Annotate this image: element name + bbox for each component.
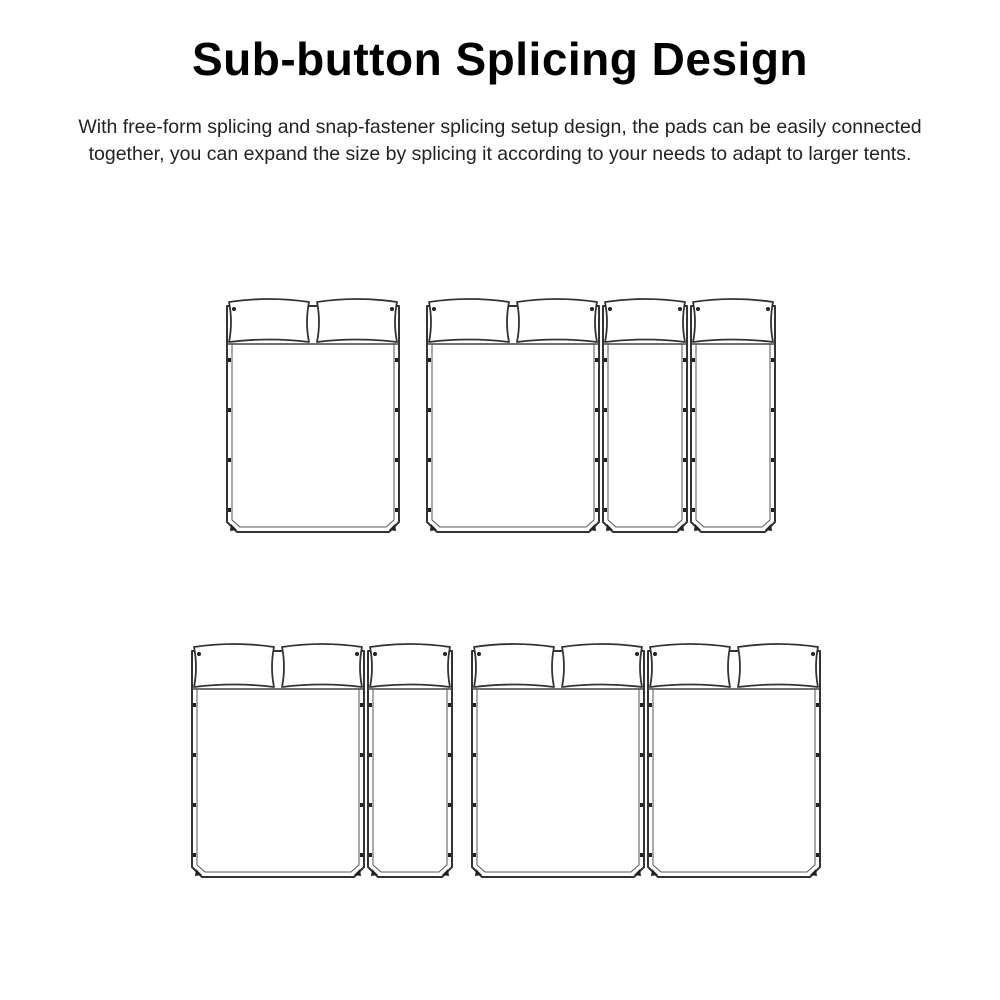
snap-button	[678, 307, 682, 311]
double-pad	[648, 644, 820, 877]
page-title: Sub-button Splicing Design	[191, 33, 809, 85]
snap-button	[635, 652, 639, 656]
pillow	[693, 299, 773, 342]
snap-button	[608, 307, 612, 311]
snap-button	[649, 803, 652, 807]
snap-button	[640, 803, 643, 807]
snap-button	[473, 803, 476, 807]
snap-button	[683, 508, 686, 512]
snap-button	[448, 853, 451, 857]
pillow	[370, 644, 450, 687]
single-pad	[603, 299, 687, 532]
snap-button	[649, 853, 652, 857]
snap-button	[369, 703, 372, 707]
snap-button	[390, 307, 394, 311]
snap-button	[649, 753, 652, 757]
pillow	[282, 644, 362, 687]
snap-button	[683, 358, 686, 362]
snap-button	[595, 358, 598, 362]
snap-button	[590, 307, 594, 311]
snap-button	[448, 703, 451, 707]
snap-button	[360, 703, 363, 707]
pillow	[605, 299, 685, 342]
snap-button	[692, 358, 695, 362]
config-double-single-single	[427, 299, 775, 532]
snap-button	[395, 408, 398, 412]
double-pad	[427, 299, 599, 532]
snap-button	[228, 358, 231, 362]
snap-button	[640, 753, 643, 757]
snap-button	[766, 307, 770, 311]
snap-button	[355, 652, 359, 656]
snap-button	[360, 853, 363, 857]
snap-button	[683, 458, 686, 462]
pillow	[738, 644, 818, 687]
snap-button	[369, 753, 372, 757]
snap-button	[640, 853, 643, 857]
snap-button	[369, 803, 372, 807]
snap-button	[228, 408, 231, 412]
snap-button	[473, 853, 476, 857]
config-double-single	[192, 644, 452, 877]
snap-button	[428, 358, 431, 362]
snap-button	[595, 508, 598, 512]
pillow	[317, 299, 397, 342]
pillow	[562, 644, 642, 687]
snap-button	[649, 703, 652, 707]
snap-button	[771, 458, 774, 462]
snap-button	[771, 358, 774, 362]
snap-button	[360, 803, 363, 807]
pillow	[429, 299, 509, 342]
snap-button	[692, 408, 695, 412]
snap-button	[428, 508, 431, 512]
snap-button	[360, 753, 363, 757]
snap-button	[692, 508, 695, 512]
snap-button	[373, 652, 377, 656]
snap-button	[193, 853, 196, 857]
snap-button	[197, 652, 201, 656]
snap-button	[816, 753, 819, 757]
snap-button	[193, 703, 196, 707]
snap-button	[604, 508, 607, 512]
single-pad	[691, 299, 775, 532]
snap-button	[816, 853, 819, 857]
pillow	[650, 644, 730, 687]
snap-button	[193, 753, 196, 757]
snap-button	[369, 853, 372, 857]
snap-button	[228, 508, 231, 512]
snap-button	[640, 703, 643, 707]
snap-button	[816, 803, 819, 807]
double-pad	[227, 299, 399, 532]
snap-button	[604, 358, 607, 362]
double-pad	[472, 644, 644, 877]
double-pad	[192, 644, 364, 877]
snap-button	[428, 458, 431, 462]
config-double-double	[472, 644, 820, 877]
snap-button	[448, 753, 451, 757]
pillow	[229, 299, 309, 342]
snap-button	[811, 652, 815, 656]
config-double	[227, 299, 399, 532]
snap-button	[232, 307, 236, 311]
snap-button	[653, 652, 657, 656]
snap-button	[477, 652, 481, 656]
snap-button	[395, 358, 398, 362]
snap-button	[395, 458, 398, 462]
snap-button	[816, 703, 819, 707]
snap-button	[595, 408, 598, 412]
snap-button	[443, 652, 447, 656]
snap-button	[428, 408, 431, 412]
snap-button	[473, 753, 476, 757]
snap-button	[193, 803, 196, 807]
pillow	[194, 644, 274, 687]
snap-button	[692, 458, 695, 462]
pillow	[474, 644, 554, 687]
snap-button	[432, 307, 436, 311]
snap-button	[604, 408, 607, 412]
snap-button	[683, 408, 686, 412]
snap-button	[228, 458, 231, 462]
snap-button	[595, 458, 598, 462]
snap-button	[448, 803, 451, 807]
single-pad	[368, 644, 452, 877]
snap-button	[771, 508, 774, 512]
snap-button	[604, 458, 607, 462]
snap-button	[395, 508, 398, 512]
snap-button	[771, 408, 774, 412]
snap-button	[696, 307, 700, 311]
pillow	[517, 299, 597, 342]
snap-button	[473, 703, 476, 707]
description-text: With free-form splicing and snap-fastener splicing setup design, the pads can be easily connected together, you can expand the size by splicing it according to your needs to adapt to larger tents.	[78, 116, 922, 165]
